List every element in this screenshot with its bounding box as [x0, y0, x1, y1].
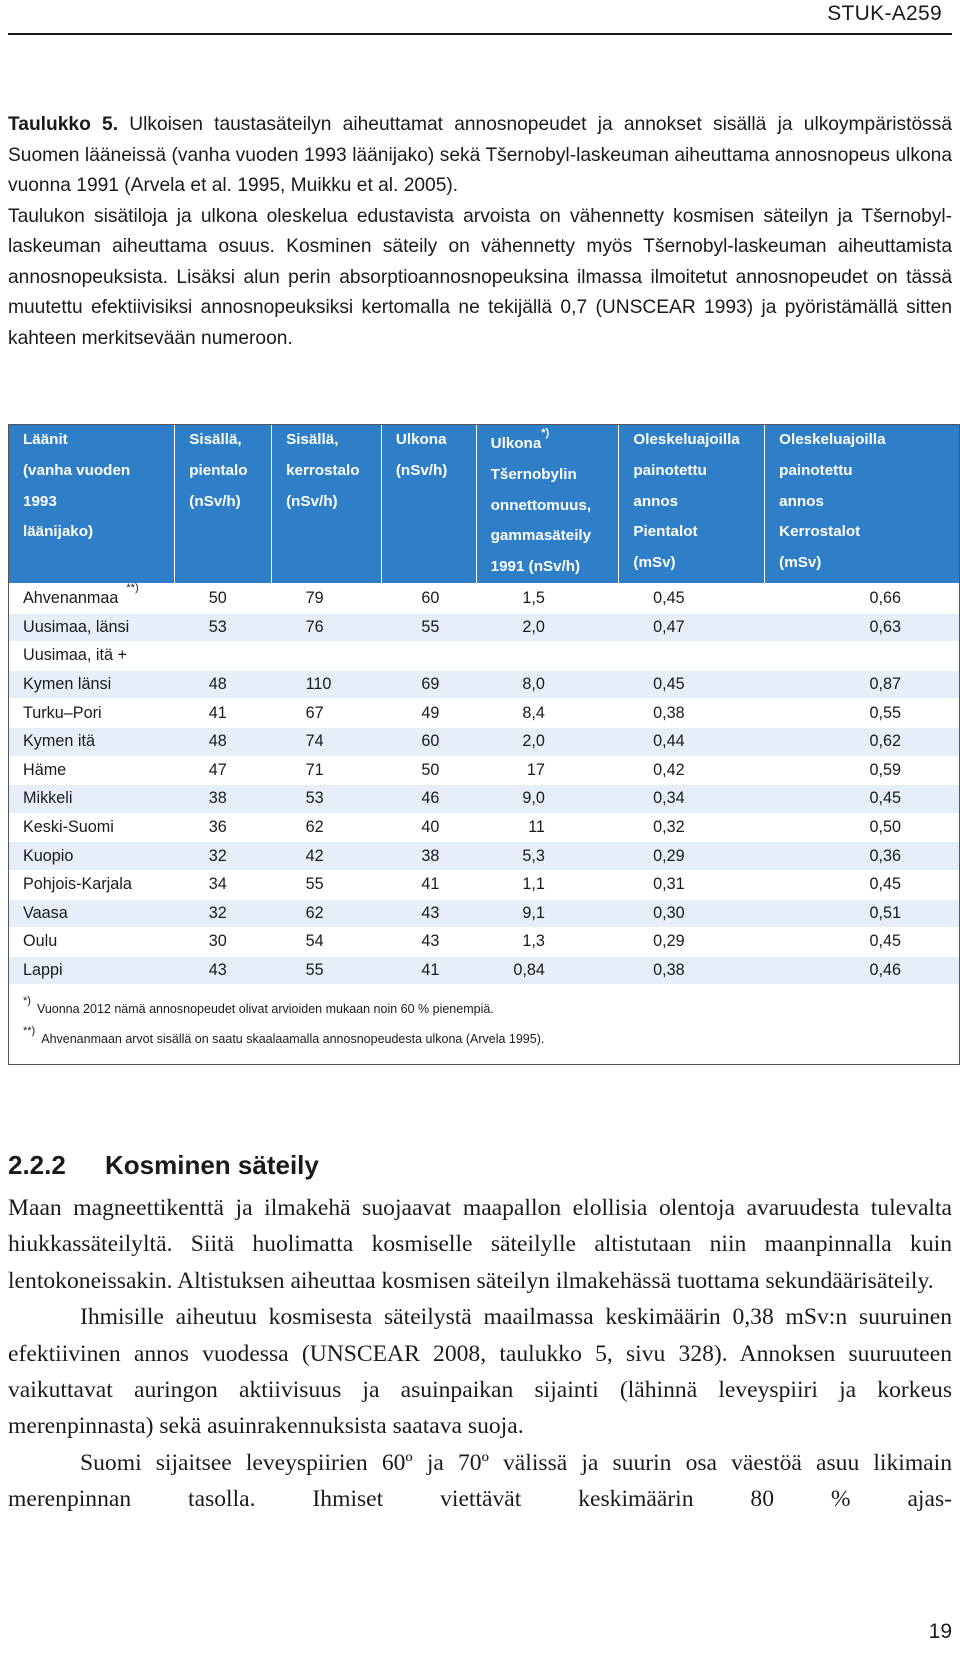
value-cell: 0,51: [765, 899, 959, 928]
region-cell: Pohjois-Karjala: [9, 870, 175, 899]
value-cell: 55: [272, 956, 382, 985]
table-row: [9, 813, 959, 842]
value-cell: 0,50: [765, 813, 959, 842]
table-row: [9, 756, 959, 785]
value-cell: 76: [272, 613, 382, 642]
value-cell: 38: [175, 785, 272, 814]
table-caption: [8, 110, 952, 354]
body-paragraph-2: Ihmisille aiheutuu kosmisesta säteilystä maailmassa keskimäärin 0,38 mSv:n suuruinen efektiivinen annos vuodessa (UNSCEAR 2008, taulukko 5, sivu 328). Annoksen suuruuteen vaikuttavat auringon aktiivisuus ja asuinpaikan sijainti (lähinnä leveyspiiri ja korkeus merenpinnasta) sekä asuinrakennuksista saatava suoja.: [8, 1304, 952, 1440]
region-cell: Uusimaa, länsi: [9, 613, 175, 642]
table-row: [9, 870, 959, 899]
value-cell: 43: [381, 928, 476, 957]
value-cell: [272, 642, 382, 671]
caption-paragraph-1: [8, 110, 952, 202]
value-cell: [381, 642, 476, 671]
value-cell: 69: [381, 670, 476, 699]
region-cell: Ahvenanmaa**): [9, 583, 175, 613]
table-row: [9, 670, 959, 699]
value-cell: 5,3: [476, 842, 619, 871]
running-head: STUK-A259: [827, 2, 942, 25]
body-paragraph-1: Maan magneettikenttä ja ilmakehä suojaavat maapallon elollisia olentoja avaruudesta tulevalta hiukkassäteilyltä. Siitä huolimatta kosmiselle säteilylle altistutaan niin maanpinnalla kuin lentokoneissakin. Altistuksen aiheuttaa kosmisen säteilyn ilmakehässä tuottama sekundäärisäteily.: [8, 1195, 952, 1294]
value-cell: 8,0: [476, 670, 619, 699]
value-cell: 0,66: [765, 583, 959, 613]
table-header-row: [9, 425, 959, 583]
value-cell: 36: [175, 813, 272, 842]
region-cell: Mikkeli: [9, 785, 175, 814]
value-cell: 34: [175, 870, 272, 899]
body-text: [8, 1190, 952, 1518]
value-cell: 55: [272, 870, 382, 899]
value-cell: 74: [272, 727, 382, 756]
value-cell: 110: [272, 670, 382, 699]
header-rule: [8, 33, 952, 35]
value-cell: 48: [175, 670, 272, 699]
value-cell: [765, 642, 959, 671]
value-cell: 0,29: [619, 928, 765, 957]
table-footnotes: [9, 985, 959, 1063]
value-cell: 55: [381, 613, 476, 642]
section-title: Kosminen säteily: [105, 1150, 319, 1180]
value-cell: 49: [381, 699, 476, 728]
table-row: [9, 727, 959, 756]
value-cell: 50: [175, 583, 272, 613]
region-cell: Kymen itä: [9, 727, 175, 756]
value-cell: 40: [381, 813, 476, 842]
value-cell: [175, 642, 272, 671]
value-cell: 62: [272, 813, 382, 842]
value-cell: 0,44: [619, 727, 765, 756]
value-cell: 47: [175, 756, 272, 785]
value-cell: 32: [175, 899, 272, 928]
table-row: [9, 699, 959, 728]
body-paragraph-3: Suomi sijaitsee leveyspiirien 60º ja 70º välissä ja suurin osa väestöä asuu likimain merenpinnan tasolla. Ihmiset viettävät keskimäärin 80 % ajas-: [8, 1449, 952, 1513]
region-cell: Keski-Suomi: [9, 813, 175, 842]
value-cell: 0,45: [765, 870, 959, 899]
table-body: [9, 583, 959, 985]
page-number: 19: [928, 1620, 952, 1643]
footnote-mark-1: *): [541, 426, 550, 439]
header-sisalla-pientalo: Sisällä, pientalo (nSv/h): [175, 425, 272, 583]
value-cell: 0,45: [619, 670, 765, 699]
value-cell: 0,55: [765, 699, 959, 728]
value-cell: 2,0: [476, 613, 619, 642]
value-cell: 0,32: [619, 813, 765, 842]
footnote-mark-2: **): [126, 581, 139, 594]
value-cell: 43: [175, 956, 272, 985]
value-cell: 53: [175, 613, 272, 642]
value-cell: 0,59: [765, 756, 959, 785]
caption-label: Taulukko 5.: [8, 114, 119, 135]
value-cell: 41: [175, 699, 272, 728]
value-cell: 46: [381, 785, 476, 814]
table-row: [9, 613, 959, 642]
value-cell: 0,62: [765, 727, 959, 756]
header-ulkona-tsernobyl: Ulkona*) Tšernobylin onnettomuus, gammasäteily 1991 (nSv/h): [476, 425, 619, 583]
footnote-2: **)Ahvenanmaan arvot sisällä on saatu skaalaamalla annosnopeudesta ulkona (Arvela 1995).: [23, 1025, 545, 1047]
value-cell: 0,45: [765, 928, 959, 957]
value-cell: 0,38: [619, 956, 765, 985]
value-cell: 0,38: [619, 699, 765, 728]
value-cell: 62: [272, 899, 382, 928]
value-cell: 0,29: [619, 842, 765, 871]
value-cell: 30: [175, 928, 272, 957]
value-cell: [476, 642, 619, 671]
region-cell: Lappi: [9, 956, 175, 985]
value-cell: 42: [272, 842, 382, 871]
value-cell: 60: [381, 583, 476, 613]
value-cell: 54: [272, 928, 382, 957]
value-cell: 0,31: [619, 870, 765, 899]
region-cell: Oulu: [9, 928, 175, 957]
value-cell: 8,4: [476, 699, 619, 728]
region-cell: Turku–Pori: [9, 699, 175, 728]
value-cell: 48: [175, 727, 272, 756]
value-cell: 50: [381, 756, 476, 785]
value-cell: 0,45: [765, 785, 959, 814]
table-row: [9, 899, 959, 928]
dose-rate-table: [8, 424, 960, 1065]
value-cell: 9,1: [476, 899, 619, 928]
header-ulkona: Ulkona (nSv/h): [381, 425, 476, 583]
region-cell: Vaasa: [9, 899, 175, 928]
table-row: [9, 785, 959, 814]
value-cell: 0,84: [476, 956, 619, 985]
table-row: [9, 842, 959, 871]
value-cell: 17: [476, 756, 619, 785]
value-cell: 0,63: [765, 613, 959, 642]
region-cell: Uusimaa, itä +: [9, 642, 175, 671]
value-cell: 0,47: [619, 613, 765, 642]
region-cell: Kuopio: [9, 842, 175, 871]
table-row: [9, 583, 959, 613]
value-cell: 41: [381, 956, 476, 985]
caption-paragraph-2: Taulukon sisätiloja ja ulkona oleskelua edustavista arvoista on vähennetty kosmisen säteilyn ja Tšernobyl-laskeuman aiheuttama osuus. Kosminen säteily on vähennetty myös Tšernobyl-laskeuman aiheuttamista annosnopeuksista. Lisäksi alun perin absorptioannosnopeuksina ilmassa ilmoitetut annosnopeudet on tässä muutettu efektiivisiksi annosnopeuksiksi kertomalla ne tekijällä 0,7 (UNSCEAR 1993) ja pyöristämällä sitten kahteen merkitsevään numeroon.: [8, 205, 952, 349]
value-cell: 67: [272, 699, 382, 728]
value-cell: 1,1: [476, 870, 619, 899]
value-cell: 43: [381, 899, 476, 928]
value-cell: 1,3: [476, 928, 619, 957]
value-cell: 0,30: [619, 899, 765, 928]
value-cell: 0,42: [619, 756, 765, 785]
region-cell: Kymen länsi: [9, 670, 175, 699]
value-cell: 11: [476, 813, 619, 842]
value-cell: 9,0: [476, 785, 619, 814]
section-number: 2.2.2: [8, 1150, 66, 1180]
value-cell: 2,0: [476, 727, 619, 756]
value-cell: 0,45: [619, 583, 765, 613]
header-oleskelu-pientalot: Oleskeluajoilla painotettu annos Pientalot (mSv): [619, 425, 765, 583]
footnote-1: *)Vuonna 2012 nämä annosnopeudet olivat arvioiden mukaan noin 60 % pienempiä.: [23, 995, 494, 1017]
table-row: [9, 928, 959, 957]
value-cell: 0,46: [765, 956, 959, 985]
table-row: [9, 956, 959, 985]
value-cell: [619, 642, 765, 671]
header-oleskelu-kerrostalot: Oleskeluajoilla painotettu annos Kerrostalot (mSv): [765, 425, 959, 583]
value-cell: 60: [381, 727, 476, 756]
table-row: [9, 642, 959, 671]
value-cell: 38: [381, 842, 476, 871]
header-laanit: Läänit (vanha vuoden 1993 läänijako): [9, 425, 175, 583]
value-cell: 71: [272, 756, 382, 785]
header-sisalla-kerrostalo: Sisällä, kerrostalo (nSv/h): [272, 425, 382, 583]
value-cell: 79: [272, 583, 382, 613]
section-heading: [8, 1150, 319, 1181]
value-cell: 41: [381, 870, 476, 899]
value-cell: 1,5: [476, 583, 619, 613]
value-cell: 0,87: [765, 670, 959, 699]
value-cell: 0,34: [619, 785, 765, 814]
value-cell: 0,36: [765, 842, 959, 871]
caption-text-1: Ulkoisen taustasäteilyn aiheuttamat annosnopeudet ja annokset sisällä ja ulkoympäristössä Suomen lääneissä (vanha vuoden 1993 läänijako) sekä Tšernobyl-laskeuman aiheuttama annosnopeus ulkona vuonna 1991 (Arvela et al. 1995, Muikku et al. 2005).: [8, 114, 952, 196]
region-cell: Häme: [9, 756, 175, 785]
value-cell: 32: [175, 842, 272, 871]
value-cell: 53: [272, 785, 382, 814]
